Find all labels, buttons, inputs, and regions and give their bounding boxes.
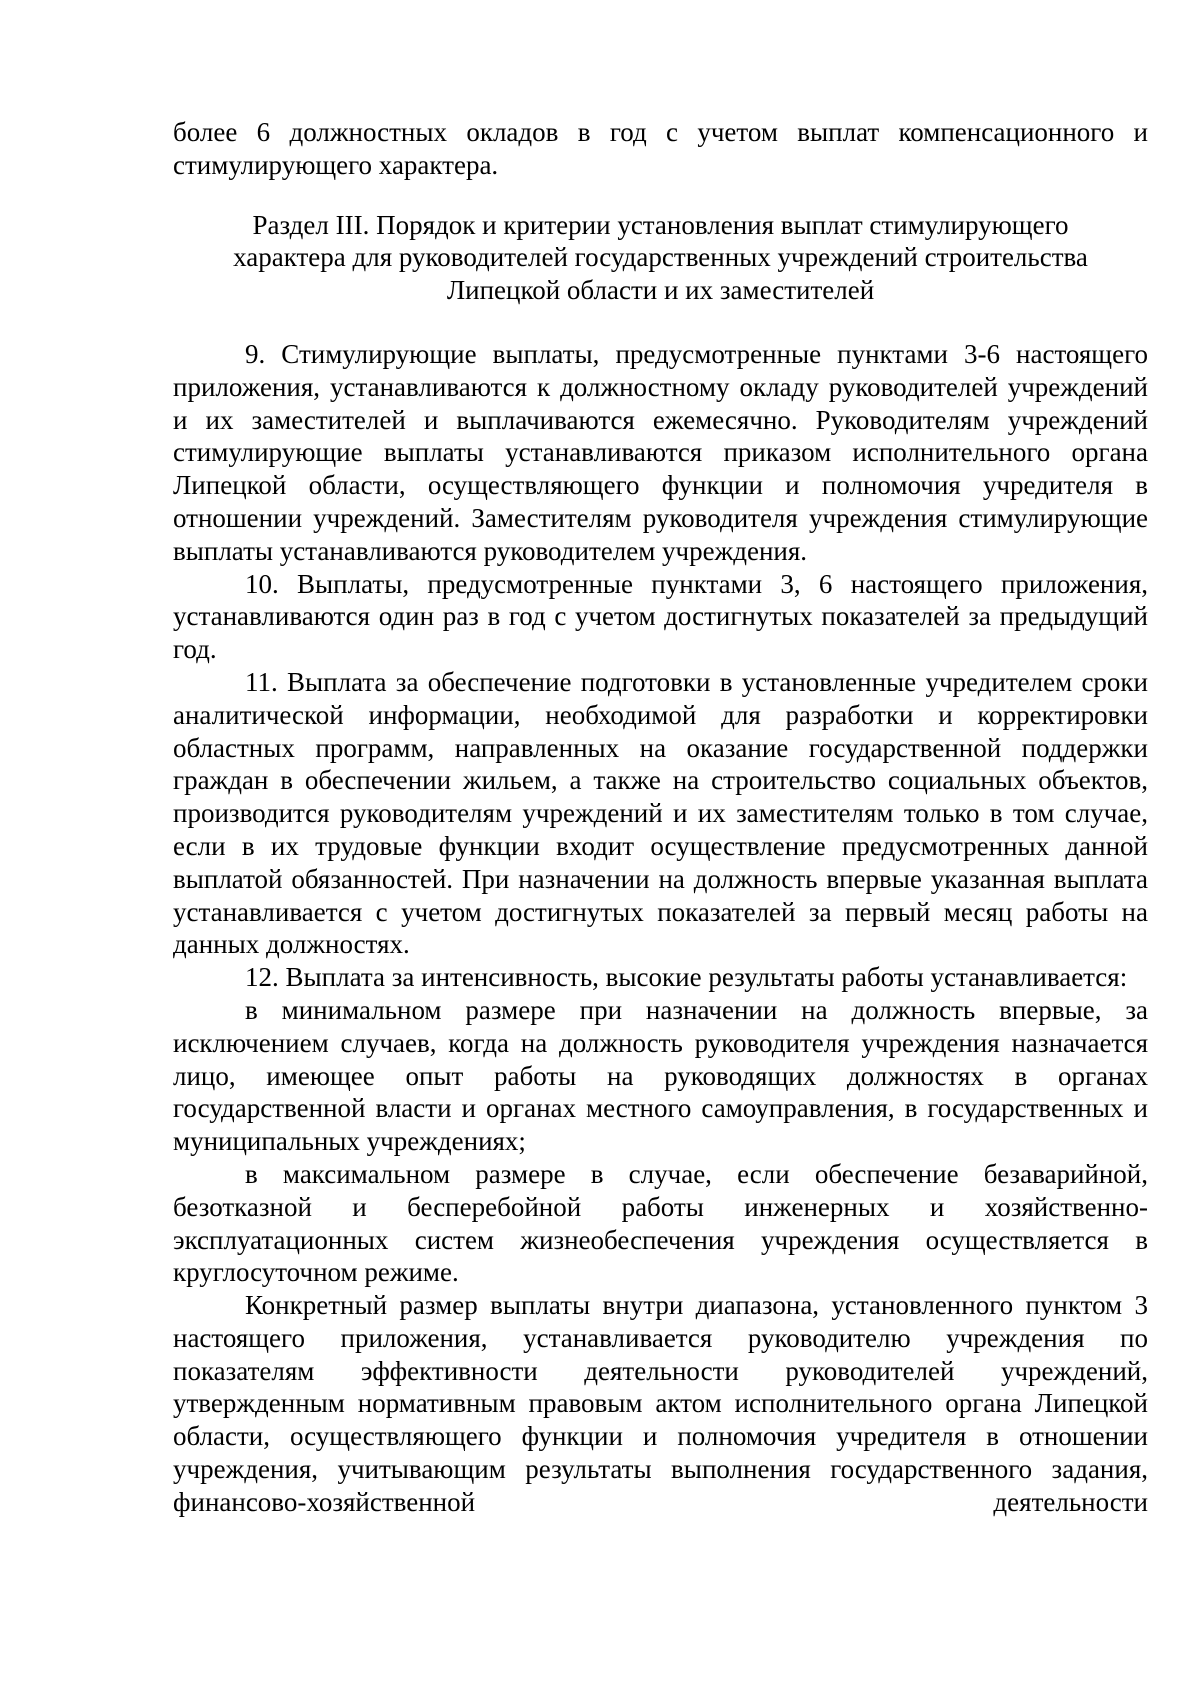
paragraph-12: 12. Выплата за интенсивность, высокие результаты работы устанавливается: (245, 962, 1128, 993)
paragraph-10: 10. Выплаты, предусмотренные пунктами 3, 6 настоящего приложения, устанавливаются один раз в год с учетом достигнутых показателей за предыдущий год. (173, 568, 1148, 665)
section-heading-line: Липецкой области и их заместителей (446, 275, 875, 306)
intro-paragraph: более 6 должностных окладов в год с учетом выплат компенсационного и стимулирующего характера. (173, 117, 1148, 180)
paragraph-minimum-size: в минимальном размере при назначении на должность впервые, за исключением случаев, когда на должность руководителя учреждения назначается лицо, имеющее опыт работы на руководящих должностях в органах государственной власти и органах местного самоуправления, в государственных и муниципальных учреждениях; (173, 994, 1148, 1157)
section-heading-line: характера для руководителей государственных учреждений строительства (233, 242, 1088, 273)
paragraph-specific-size: Конкретный размер выплаты внутри диапазона, установленного пунктом 3 настоящего приложения, устанавливается руководителю учреждения по показателям эффективности деятельности руководителей учреждений, утвержденным нормативным правовым актом исполнительного органа Липецкой области, осуществляющего функции и полномочия учредителя в отношении учреждения, учитывающим результаты выполнения государственного задания, финансово-хозяйственной деятельности (173, 1290, 1148, 1517)
paragraph-9: 9. Стимулирующие выплаты, предусмотренные пунктами 3-6 настоящего приложения, устанавливаются к должностному окладу руководителей учреждений и их заместителей и выплачиваются ежемесячно. Руководителям учреждений стимулирующие выплаты устанавливаются приказом исполнительного органа Липецкой области, осуществляющего функции и полномочия учредителя в отношении учреждений. Заместителям руководителя учреждения стимулирующие выплаты устанавливаются руководителем учреждения. (173, 338, 1148, 566)
document-page (173, 116, 1148, 1519)
paragraph-maximum-size: в максимальном размере в случае, если обеспечение безаварийной, безотказной и бесперебойной работы инженерных и хозяйственно-эксплуатационных систем жизнеобеспечения учреждения осуществляется в круглосуточном режиме. (173, 1158, 1148, 1288)
section-heading (173, 209, 1148, 307)
paragraph-11: 11. Выплата за обеспечение подготовки в установленные учредителем сроки аналитической информации, необходимой для разработки и корректировки областных программ, направленных на оказание государственной поддержки граждан в обеспечении жильем, а также на строительство социальных объектов, производится руководителям учреждений и их заместителям только в том случае, если в их трудовые функции входит осуществление предусмотренных данной выплатой обязанностей. При назначении на должность впервые указанная выплата устанавливается с учетом достигнутых показателей за первый месяц работы на данных должностях. (173, 666, 1148, 960)
section-heading-line: Раздел III. Порядок и критерии установления выплат стимулирующего (252, 209, 1069, 240)
